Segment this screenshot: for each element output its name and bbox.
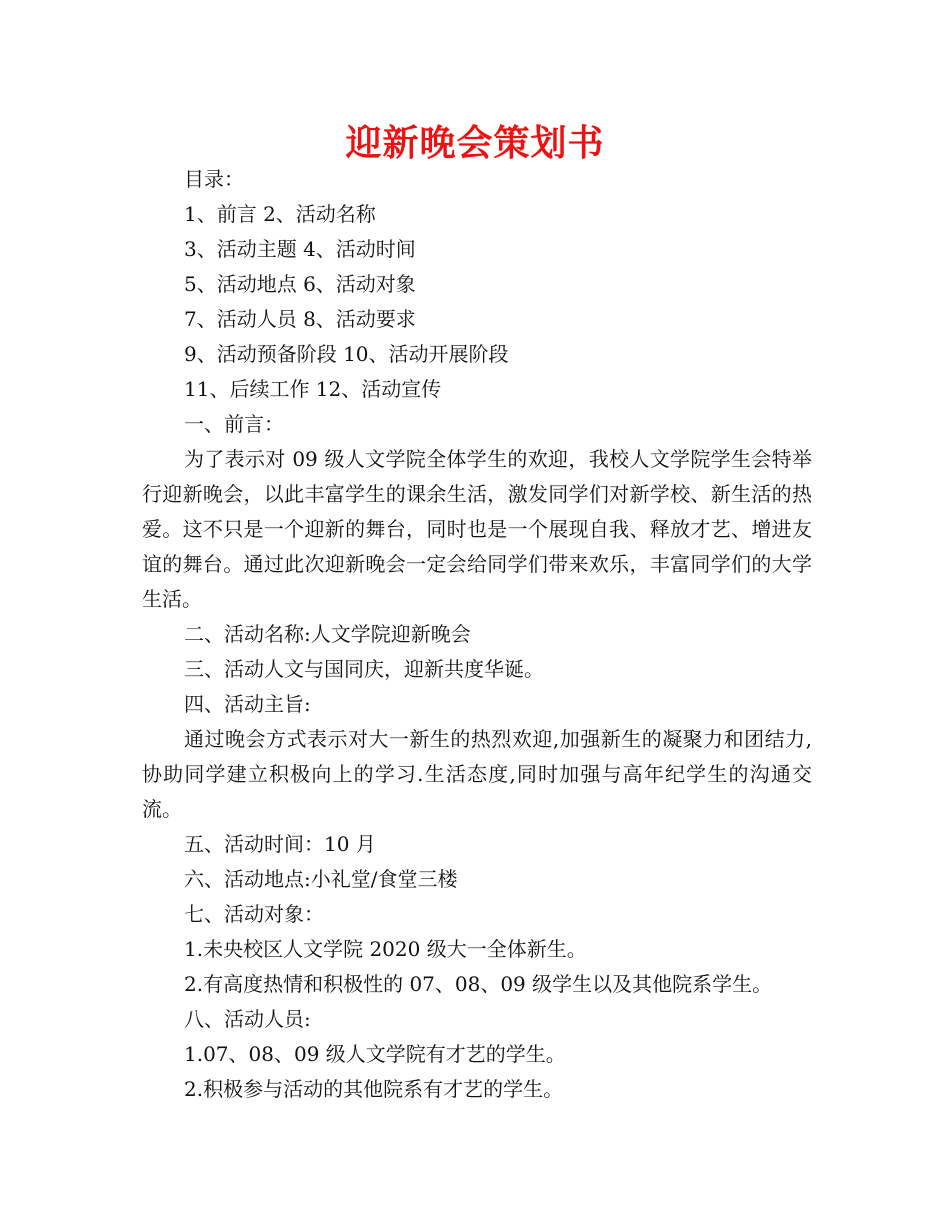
document-body: [142, 162, 812, 1107]
toc-item: 11、后续工作 12、活动宣传: [184, 377, 442, 401]
document-title: 迎新晚会策划书: [345, 123, 605, 164]
toc-item: 3、活动主题 4、活动时间: [184, 237, 416, 261]
toc-item: 7、活动人员 8、活动要求: [184, 307, 416, 331]
purpose-heading: 四、活动主旨:: [184, 692, 311, 716]
target-heading: 七、活动对象：: [184, 902, 324, 926]
toc-item: 5、活动地点 6、活动对象: [184, 272, 416, 296]
activity-name-line: 二、活动名称:人文学院迎新晚会: [184, 622, 471, 646]
preface-heading: 一、前言：: [184, 412, 284, 436]
target-item: 2.有高度热情和积极性的 07、08、09 级学生以及其他院系学生。: [184, 972, 773, 996]
staff-heading: 八、活动人员:: [184, 1007, 311, 1031]
target-item: 1.未央校区人文学院 2020 级大一全体新生。: [184, 937, 587, 961]
preface-paragraph: 为了表示对 09 级人文学院全体学生的欢迎，我校人文学院学生会特举行迎新晚会，以此丰富学生的课余生活，激发同学们对新学校、新生活的热爱。这不只是一个迎新的舞台，同时也是一个展现自我、释放才艺、增进友谊的舞台。通过此次迎新晚会一定会给同学们带来欢乐，丰富同学们的大学生活。: [142, 447, 812, 611]
toc-item: 9、活动预备阶段 10、活动开展阶段: [184, 342, 509, 366]
toc-item: 1、前言 2、活动名称: [184, 202, 376, 226]
activity-place-line: 六、活动地点:小礼堂/食堂三楼: [184, 867, 458, 891]
staff-item: 1.07、08、09 级人文学院有才艺的学生。: [184, 1042, 566, 1066]
activity-time-line: 五、活动时间：10 月: [184, 832, 376, 856]
purpose-paragraph: 通过晚会方式表示对大一新生的热烈欢迎,加强新生的凝聚力和团结力,协助同学建立积极向上的学习.生活态度,同时加强与高年纪学生的沟通交流。: [142, 727, 812, 821]
staff-item: 2.积极参与活动的其他院系有才艺的学生。: [184, 1077, 564, 1101]
toc-heading: 目录：: [184, 167, 244, 191]
activity-theme-line: 三、活动人文与国同庆，迎新共度华诞。: [184, 657, 544, 681]
